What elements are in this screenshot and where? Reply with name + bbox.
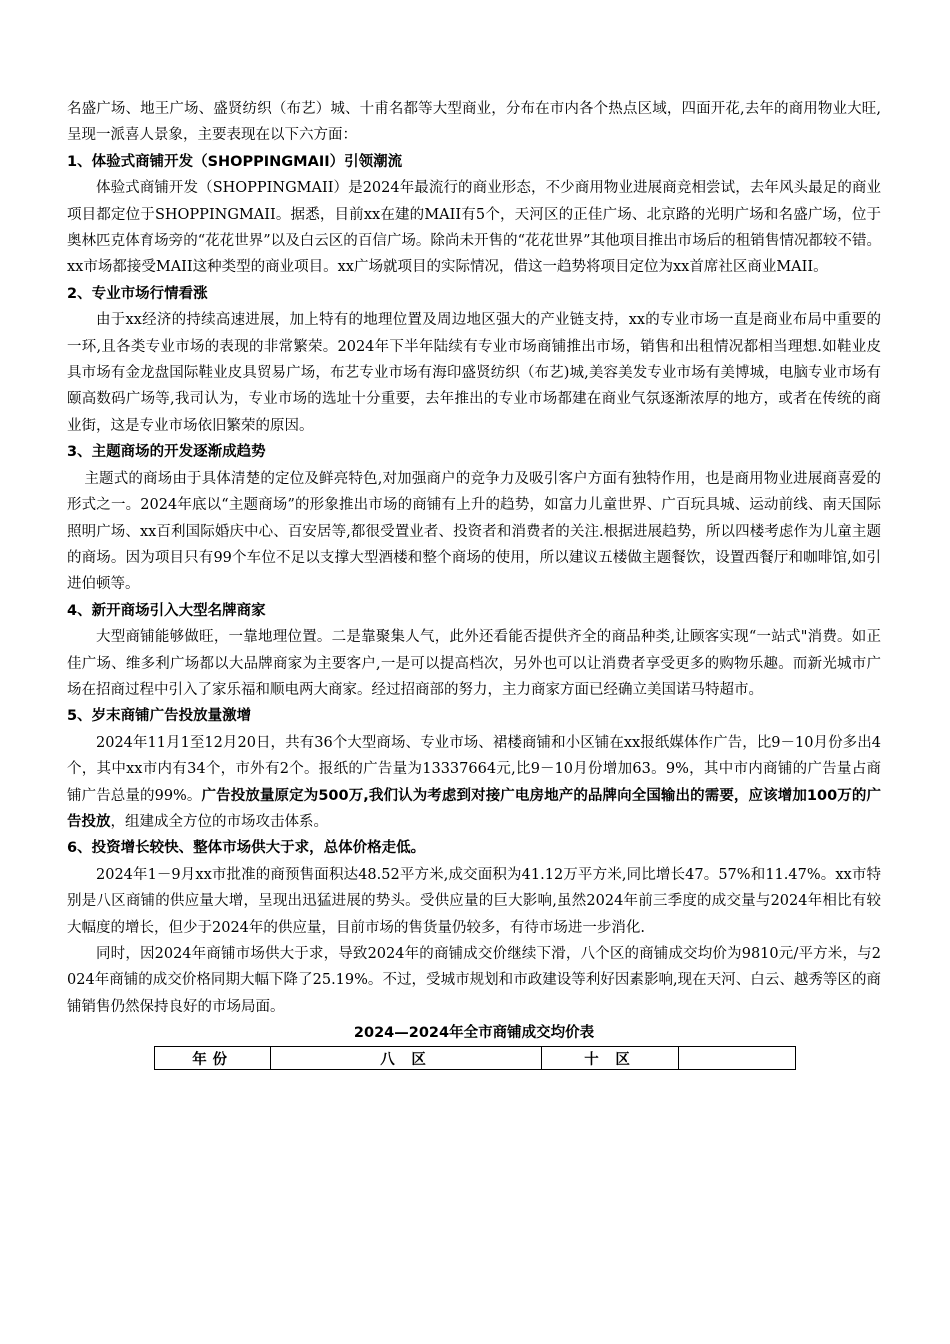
section-4-paragraph: 大型商铺能够做旺，一靠地理位置。二是靠聚集人气，此外还看能否提供齐全的商品种类,让顾客实现“一站式"消费。如正佳广场、维多利广场都以大品牌商家为主要客户,一是可以提高档次，另外也可以让消费者享受更多的购物乐趣。而新光城市广场在招商过程中引入了家乐福和顺电两大商家。经过招商部的努力，主力商家方面已经确立美国诺马特超市。 [67, 629, 881, 698]
table-header-district-ten: 十 区 [542, 1047, 679, 1070]
table-header-empty [679, 1047, 796, 1070]
table-header-district-eight: 八 区 [271, 1047, 542, 1070]
section-2-paragraph: 由于xx经济的持续高速进展，加上特有的地理位置及周边地区强大的产业链支持，xx的专业市场一直是商业布局中重要的一环,且各类专业市场的表现的非常繁荣。2024年下半年陆续有专业市场商铺推出市场，销售和出租情况都相当理想.如鞋业皮具市场有金龙盘国际鞋业皮具贸易广场，布艺专业市场有海印盛贤纺织（布艺)城,美容美发专业市场有美博城，电脑专业市场有颐高数码广场等,我司认为，专业市场的选址十分重要，去年推出的专业市场都建在商业气氛逐渐浓厚的地方，或者在传统的商业街，这是专业市场依旧繁荣的原因。 [67, 312, 881, 434]
section-3-heading: 3、主题商场的开发逐渐成趋势 [67, 444, 266, 461]
section-4-heading: 4、新开商场引入大型名牌商家 [67, 602, 266, 619]
section-2-heading: 2、专业市场行情看涨 [67, 285, 208, 302]
document-page [67, 96, 881, 1070]
price-table [154, 1046, 796, 1070]
intro-paragraph: 名盛广场、地王广场、盛贤纺织（布艺）城、十甫名都等大型商业，分布在市内各个热点区域，四面开花,去年的商用物业大旺,呈现一派喜人景象，主要表现在以下六方面： [67, 101, 881, 144]
section-5-text-part1: 2024年11月1至12月20日，共有36个大型商场、专业市场、裙楼商铺和小区铺在xx报纸媒体作广告，比9－10月份多出4个，其中xx市内有34个，市外有2个。报纸的广告量为13337664元,比9－10月份增加63。9%，其中市内商铺的广告量占商铺广告总量的99%。 [67, 734, 881, 804]
section-5-bold-text: 广告投放量原定为500万,我们认为考虑到对接广电房地产的品牌向全国输出的需要，应该增加100万的广告投放 [67, 787, 881, 830]
table-title: 2024—2024年全市商铺成交均价表 [353, 1025, 595, 1042]
section-6-paragraph-2: 同时，因2024年商铺市场供大于求，导致2024年的商铺成交价继续下滑，八个区的商铺成交均价为9810元/平方米，与2024年商铺的成交价格同期大幅下降了25.19%。不过，受城市规划和市政建设等利好因素影响,现在天河、白云、越秀等区的商铺销售仍然保持良好的市场局面。 [67, 946, 881, 1015]
section-5-heading: 5、岁末商铺广告投放量激增 [67, 708, 252, 725]
section-1-heading: 1、体验式商铺开发（SHOPPINGMAII）引领潮流 [67, 153, 403, 170]
table-header-year: 年份 [155, 1047, 271, 1070]
section-5-paragraph [67, 730, 881, 836]
section-6-paragraph-1: 2024年1－9月xx市批准的商预售面积达48.52平方米,成交面积为41.12万平方米,同比增长47。57%和11.47%。xx市特别是八区商铺的供应量大增，呈现出迅猛进展的势头。受供应量的巨大影响,虽然2024年前三季度的成交量与2024年相比有较大幅度的增长，但少于2024年的供应量，目前市场的售货量仍较多，有待市场进一步消化. [67, 866, 882, 936]
section-6-heading: 6、投资增长较快、整体市场供大于求，总体价格走低。 [67, 840, 426, 857]
section-5-text-part2: ，组建成全方位的市场攻击体系。 [110, 813, 328, 830]
section-3-paragraph: 主题式的商场由于具体清楚的定位及鲜亮特色,对加强商户的竞争力及吸引客户方面有独特作用，也是商用物业进展商喜爱的形式之一。2024年底以“主题商场”的形象推出市场的商铺有上升的趋势，如富力儿童世界、广百玩具城、运动前线、南天国际照明广场、xx百利国际婚庆中心、百安居等,都很受置业者、投资者和消费者的关注.根据进展趋势，所以四楼考虑作为儿童主题的商场。因为项目只有99个车位不足以支撑大型酒楼和整个商场的使用，所以建议五楼做主题餐饮，设置西餐厅和咖啡馆,如引进伯顿等。 [67, 470, 881, 593]
table-header-row [155, 1047, 796, 1070]
section-1-paragraph: 体验式商铺开发（SHOPPINGMAII）是2024年最流行的商业形态，不少商用物业进展商竞相尝试，去年风头最足的商业项目都定位于SHOPPINGMAII。据悉，目前xx在建的MAII有5个，天河区的正佳广场、北京路的光明广场和名盛广场，位于奥林匹克体育场旁的“花花世界”以及白云区的百信广场。除尚未开售的“花花世界”其他项目推出市场后的租销售情况都较不错。xx市场都接受MAII这种类型的商业项目。xx广场就项目的实际情况，借这一趋势将项目定位为xx首席社区商业MAII。 [67, 180, 881, 276]
